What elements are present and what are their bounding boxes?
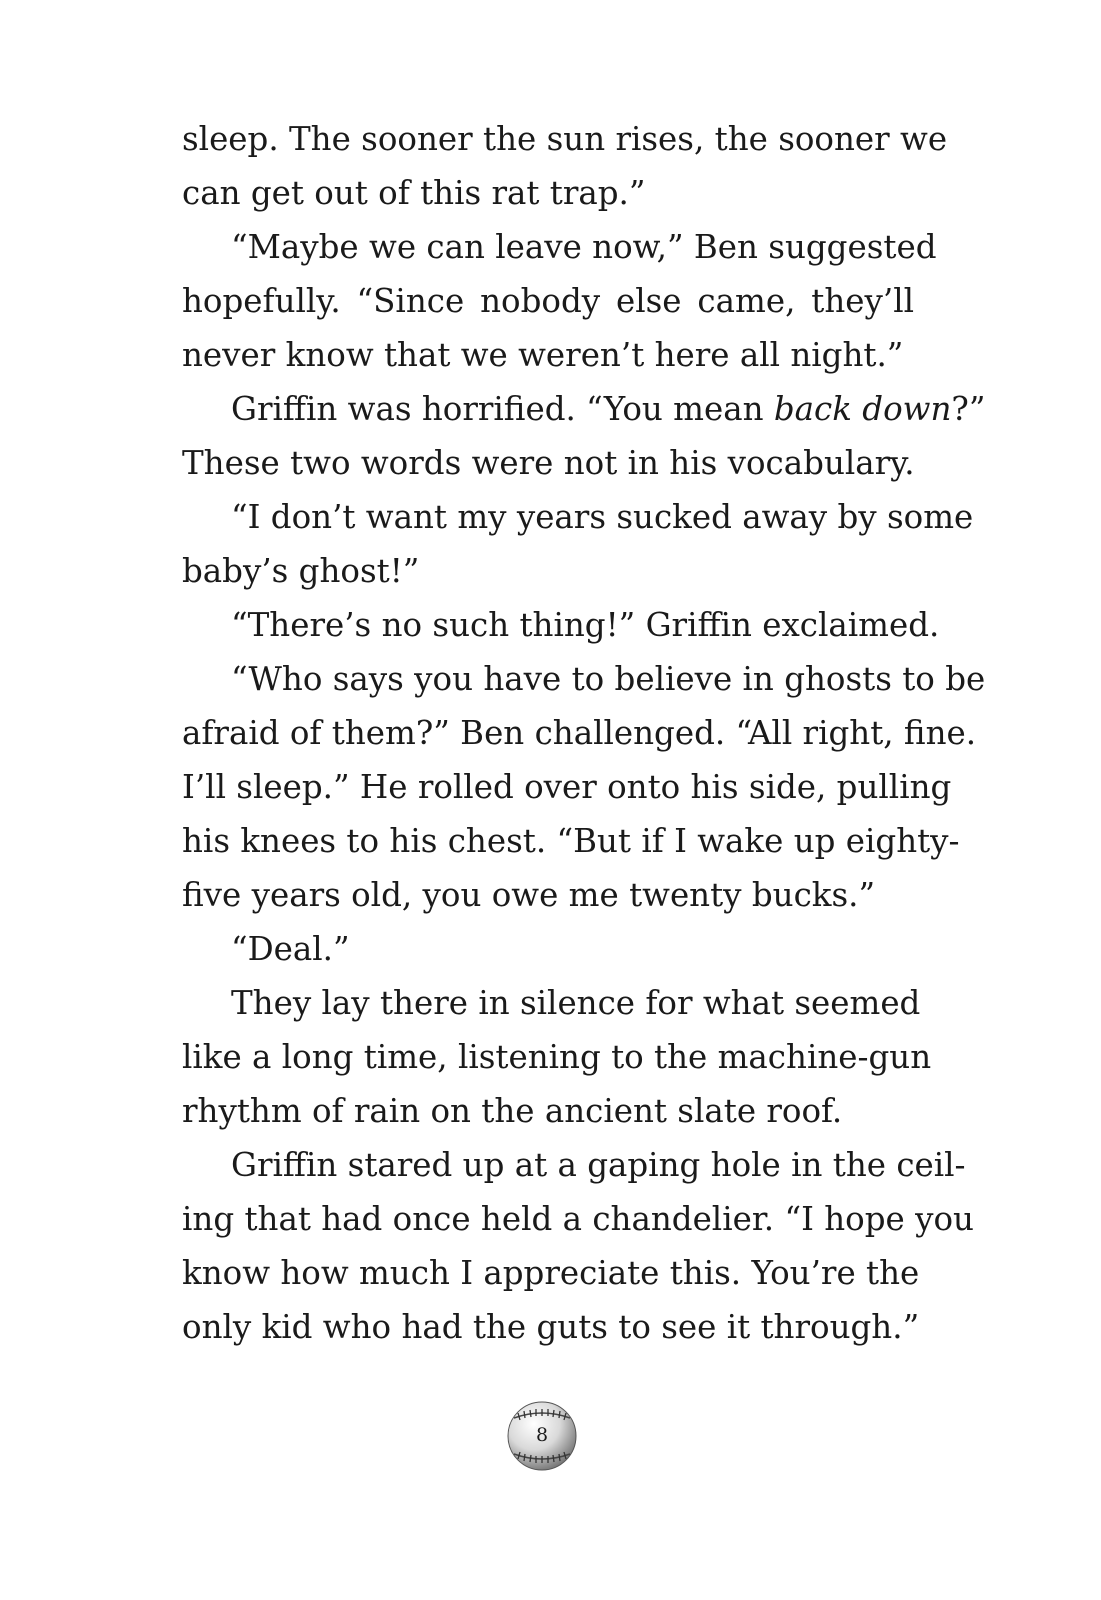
text-run: ?” xyxy=(951,390,986,428)
text-line: Griffin stared up at a gaping hole in the ceil- xyxy=(231,1146,966,1184)
page-number: 8 xyxy=(535,1424,549,1446)
text-line: rhythm of rain on the ancient slate roof. xyxy=(182,1092,843,1130)
text-line: These two words were not in his vocabulary. xyxy=(182,444,915,482)
page-number-badge xyxy=(506,1400,578,1472)
text-line: afraid of them?” Ben challenged. “All right, fine. xyxy=(182,714,977,752)
text-run: Griffin was horrified. “You mean xyxy=(231,390,774,428)
text-line: hopefully. “Since nobody else came, they’ll xyxy=(182,282,914,320)
text-line: sleep. The sooner the sun rises, the sooner we xyxy=(182,120,948,158)
text-line: “Deal.” xyxy=(231,930,350,968)
body-text xyxy=(182,112,986,1354)
text-line: never know that we weren’t here all night.” xyxy=(182,336,904,374)
text-line: I’ll sleep.” He rolled over onto his side, pulling xyxy=(182,768,952,806)
text-line: ing that had once held a chandelier. “I hope you xyxy=(182,1200,974,1238)
text-line: “There’s no such thing!” Griffin exclaimed. xyxy=(231,606,940,644)
text-line: five years old, you owe me twenty bucks.” xyxy=(182,876,876,914)
text-line: only kid who had the guts to see it through.” xyxy=(182,1308,920,1346)
text-line: baby’s ghost!” xyxy=(182,552,420,590)
text-line: know how much I appreciate this. You’re the xyxy=(182,1254,920,1292)
text-line: “I don’t want my years sucked away by some xyxy=(231,498,974,536)
text-line: like a long time, listening to the machine-gun xyxy=(182,1038,932,1076)
text-line: They lay there in silence for what seemed xyxy=(231,984,921,1022)
text-line: can get out of this rat trap.” xyxy=(182,174,646,212)
text-line: “Who says you have to believe in ghosts to be xyxy=(231,660,986,698)
italic-text: back down xyxy=(773,390,952,428)
text-line: his knees to his chest. “But if I wake up eighty- xyxy=(182,822,960,860)
text-line: “Maybe we can leave now,” Ben suggested xyxy=(231,228,937,266)
text-line xyxy=(182,382,986,436)
